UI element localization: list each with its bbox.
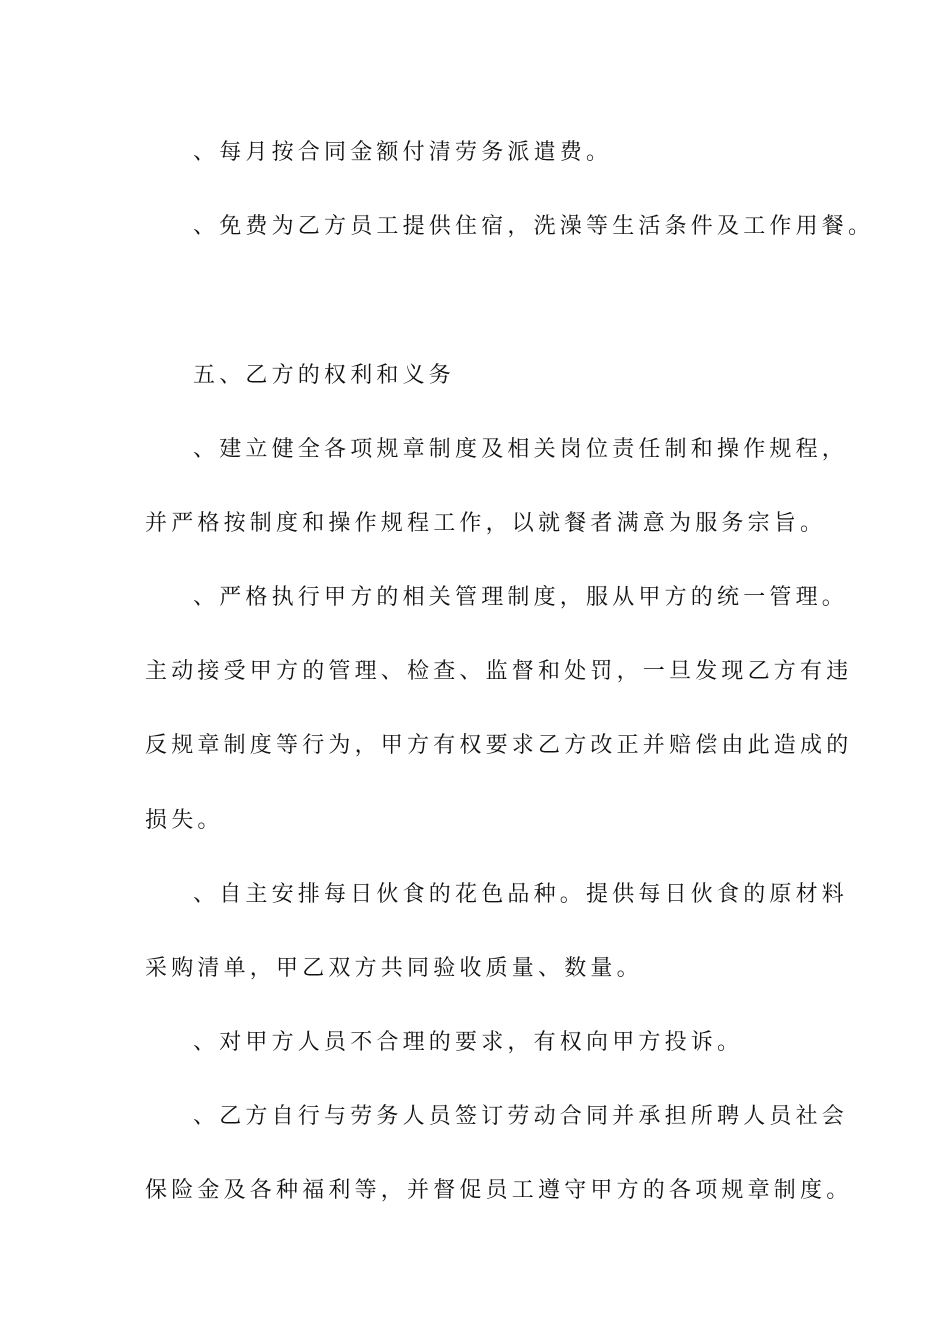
paragraph-line: 、免费为乙方员工提供住宿，洗澡等生活条件及工作用餐。 [193,214,875,239]
paragraph-line: 、乙方自行与劳务人员签订劳动合同并承担所聘人员社会 [193,1104,849,1129]
paragraph-line: 、严格执行甲方的相关管理制度，服从甲方的统一管理。 [193,585,849,610]
paragraph-line: 、每月按合同金额付清劳务派遣费。 [193,140,613,165]
paragraph-line: 反规章制度等行为，甲方有权要求乙方改正并赔偿由此造成的 [145,733,853,758]
paragraph-line: 并严格按制度和操作规程工作，以就餐者满意为服务宗旨。 [145,511,827,536]
paragraph-line: 采购清单，甲乙双方共同验收质量、数量。 [145,956,643,981]
paragraph-line: 、建立健全各项规章制度及相关岗位责任制和操作规程， [193,437,849,462]
section-heading: 五、乙方的权利和义务 [193,363,456,388]
paragraph-line: 损失。 [145,808,224,833]
paragraph-line: 、自主安排每日伙食的花色品种。提供每日伙食的原材料 [193,882,849,907]
paragraph-line: 保险金及各种福利等，并督促员工遵守甲方的各项规章制度。 [145,1178,853,1203]
paragraph-line: 主动接受甲方的管理、检查、监督和处罚，一旦发现乙方有违 [145,659,853,684]
paragraph-line: 、对甲方人员不合理的要求，有权向甲方投诉。 [193,1030,744,1055]
